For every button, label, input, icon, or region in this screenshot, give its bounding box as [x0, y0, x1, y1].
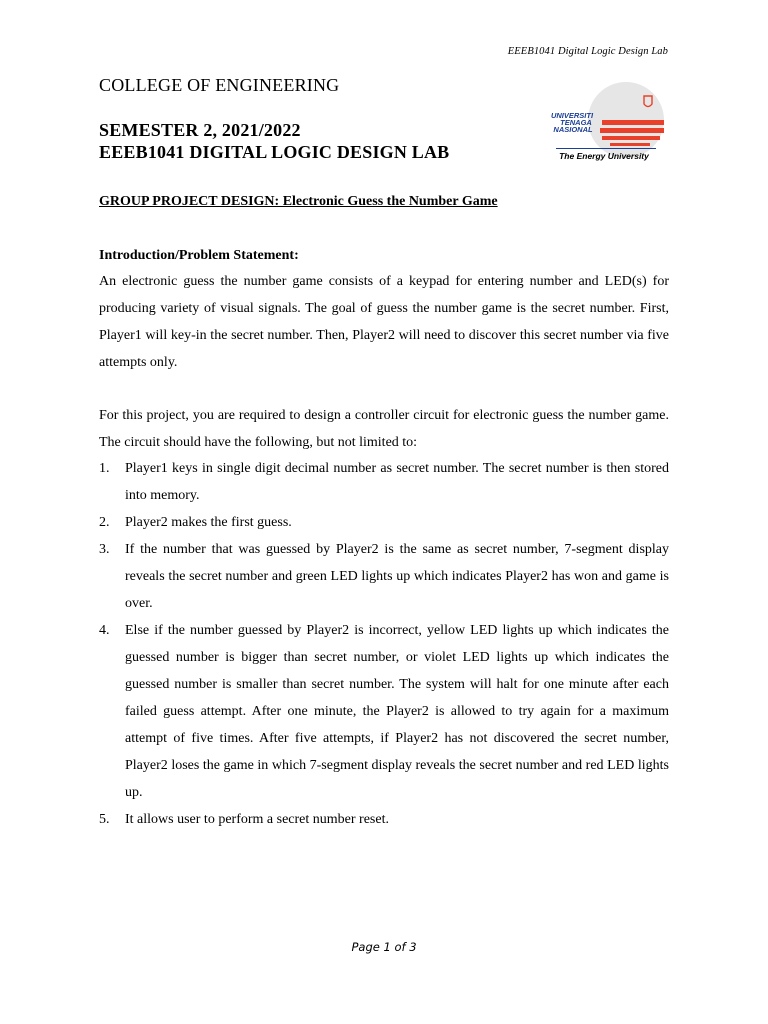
- list-item-number: 2.: [99, 515, 110, 530]
- list-item-number: 3.: [99, 542, 110, 557]
- list-item-text: If the number that was guessed by Player2 is the same as secret number, 7-segment display reveals the secret number and green LED lights up which indicates Player2 has won and game is over.: [125, 542, 669, 611]
- list-item-text: Player1 keys in single digit decimal number as secret number. The secret number is then stored into memory.: [125, 461, 669, 503]
- running-header: EEEB1041 Digital Logic Design Lab: [507, 46, 668, 57]
- list-item-text: Player2 makes the first guess.: [125, 515, 292, 530]
- list-item-number: 4.: [99, 623, 110, 638]
- list-item: [99, 455, 669, 509]
- list-item: [99, 806, 669, 833]
- university-logo: [540, 80, 670, 166]
- logo-tagline: The Energy University: [559, 151, 649, 161]
- project-paragraph: For this project, you are required to design a controller circuit for electronic guess the number game. The circuit should have the following, but not limited to:: [99, 408, 669, 450]
- project-title: GROUP PROJECT DESIGN: Electronic Guess the Number Game: [99, 194, 498, 209]
- list-item-text: Else if the number guessed by Player2 is incorrect, yellow LED lights up which indicates the guessed number is bigger than secret number, or violet LED lights up which indicates the guessed number is smaller than secret number. The system will halt for one minute after each failed guess attempt. After one minute, the Player2 is allowed to try again for a maximum attempt of five times. After five attempts, if Player2 has not discovered the secret number, Player2 loses the game in which 7-segment display reveals the secret number and red LED lights up.: [125, 623, 669, 800]
- intro-paragraph: An electronic guess the number game consists of a keypad for entering number and LED(s) for producing variety of visual signals. The goal of guess the number game is the secret number. First, Player1 will key-in the secret number. Then, Player2 will need to discover this secret number via five attempts only.: [99, 274, 669, 370]
- logo-text-line1: UNIVERSITI: [550, 111, 594, 120]
- requirements-list: [99, 455, 669, 833]
- logo-text-line2: TENAGA: [560, 118, 592, 127]
- page-number: Page 1 of 3: [351, 940, 417, 954]
- list-item: [99, 536, 669, 617]
- college-heading: COLLEGE OF ENGINEERING: [99, 75, 340, 95]
- list-item-number: 5.: [99, 812, 110, 827]
- list-item: [99, 617, 669, 806]
- logo-stripe: [602, 120, 664, 125]
- logo-text-line3: NASIONAL: [553, 125, 593, 134]
- logo-stripe: [600, 128, 664, 133]
- list-item-number: 1.: [99, 461, 110, 476]
- list-item-text: It allows user to perform a secret number reset.: [125, 812, 389, 827]
- logo-stripe: [602, 136, 660, 140]
- course-heading: EEEB1041 DIGITAL LOGIC DESIGN LAB: [99, 142, 450, 162]
- logo-rule: [556, 148, 656, 149]
- semester-heading: SEMESTER 2, 2021/2022: [99, 120, 301, 140]
- logo-stripe: [610, 143, 650, 146]
- list-item: [99, 509, 669, 536]
- intro-heading: Introduction/Problem Statement:: [99, 248, 299, 263]
